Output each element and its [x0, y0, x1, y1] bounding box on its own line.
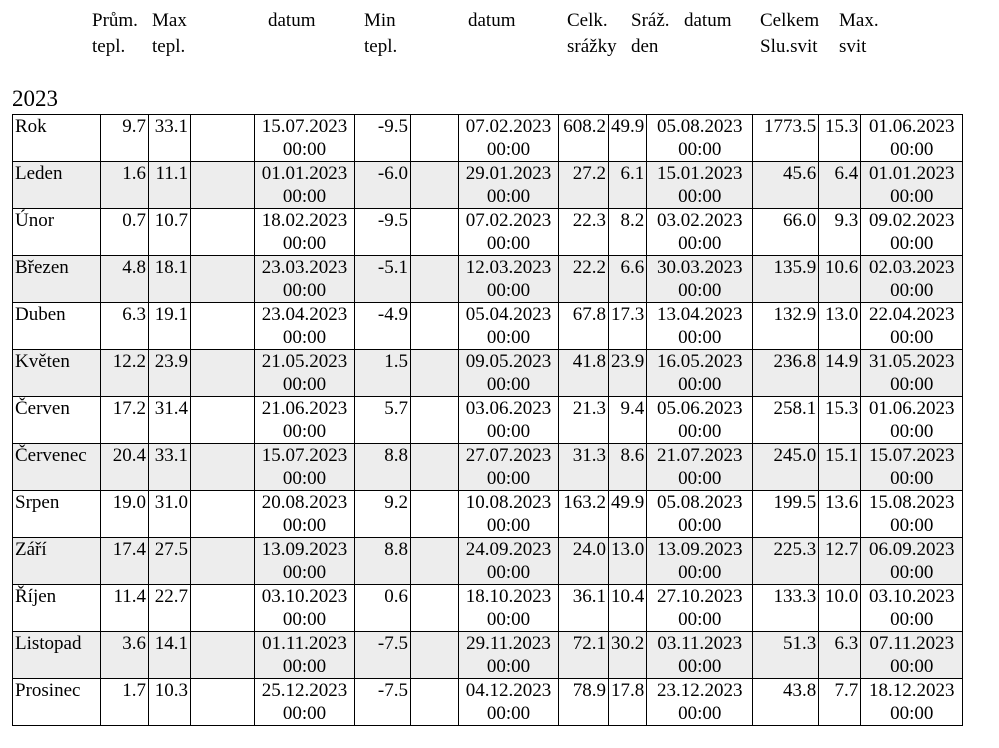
- max-temp-cell: 33.1: [149, 444, 191, 491]
- table-row: [13, 350, 963, 397]
- rain-date-cell: 27.10.2023 00:00: [647, 585, 753, 632]
- max-temp-cell: 10.7: [149, 209, 191, 256]
- total-rain-cell: 22.2: [559, 256, 609, 303]
- header-total-rain: Celk. srážky: [567, 10, 617, 57]
- rain-date-cell: 13.04.2023 00:00: [647, 303, 753, 350]
- rain-date-cell: 15.01.2023 00:00: [647, 162, 753, 209]
- table-row: [13, 538, 963, 585]
- header-min-temp-date: datum: [468, 10, 516, 31]
- spacer-cell: [411, 209, 459, 256]
- total-sunshine-cell: 133.3: [753, 585, 819, 632]
- min-temp-cell: -6.0: [355, 162, 411, 209]
- total-rain-cell: 22.3: [559, 209, 609, 256]
- min-temp-cell: 0.6: [355, 585, 411, 632]
- month-cell: Rok: [13, 115, 101, 162]
- table-row: [13, 585, 963, 632]
- max-temp-date-cell: 20.08.2023 00:00: [255, 491, 355, 538]
- rain-date-cell: 05.08.2023 00:00: [647, 491, 753, 538]
- spacer-cell: [191, 350, 255, 397]
- total-sunshine-cell: 66.0: [753, 209, 819, 256]
- rain-day-cell: 13.0: [609, 538, 647, 585]
- max-temp-date-cell: 23.03.2023 00:00: [255, 256, 355, 303]
- header-rain-date: datum: [684, 10, 732, 31]
- total-rain-cell: 163.2: [559, 491, 609, 538]
- rain-day-cell: 23.9: [609, 350, 647, 397]
- max-sunshine-date-cell: 03.10.2023 00:00: [861, 585, 963, 632]
- month-cell: Říjen: [13, 585, 101, 632]
- table-row: [13, 397, 963, 444]
- spacer-cell: [191, 397, 255, 444]
- max-temp-cell: 14.1: [149, 632, 191, 679]
- max-temp-date-cell: 18.02.2023 00:00: [255, 209, 355, 256]
- max-temp-date-cell: 21.06.2023 00:00: [255, 397, 355, 444]
- max-sunshine-date-cell: 01.01.2023 00:00: [861, 162, 963, 209]
- month-cell: Listopad: [13, 632, 101, 679]
- spacer-cell: [191, 538, 255, 585]
- spacer-cell: [191, 632, 255, 679]
- month-cell: Květen: [13, 350, 101, 397]
- max-sunshine-date-cell: 06.09.2023 00:00: [861, 538, 963, 585]
- total-sunshine-cell: 135.9: [753, 256, 819, 303]
- spacer-cell: [411, 303, 459, 350]
- rain-date-cell: 16.05.2023 00:00: [647, 350, 753, 397]
- table-row: [13, 115, 963, 162]
- total-rain-cell: 27.2: [559, 162, 609, 209]
- max-temp-cell: 11.1: [149, 162, 191, 209]
- total-sunshine-cell: 51.3: [753, 632, 819, 679]
- spacer-cell: [191, 303, 255, 350]
- avg-temp-cell: 11.4: [101, 585, 149, 632]
- table-row: [13, 209, 963, 256]
- max-sunshine-date-cell: 15.08.2023 00:00: [861, 491, 963, 538]
- max-sunshine-date-cell: 31.05.2023 00:00: [861, 350, 963, 397]
- min-temp-cell: -4.9: [355, 303, 411, 350]
- avg-temp-cell: 1.7: [101, 679, 149, 726]
- min-temp-date-cell: 24.09.2023 00:00: [459, 538, 559, 585]
- max-temp-date-cell: 15.07.2023 00:00: [255, 115, 355, 162]
- max-sunshine-date-cell: 01.06.2023 00:00: [861, 115, 963, 162]
- rain-day-cell: 9.4: [609, 397, 647, 444]
- month-cell: Leden: [13, 162, 101, 209]
- climate-table: [12, 114, 963, 726]
- table-row: [13, 162, 963, 209]
- table-row: [13, 303, 963, 350]
- spacer-cell: [411, 444, 459, 491]
- min-temp-date-cell: 07.02.2023 00:00: [459, 209, 559, 256]
- min-temp-date-cell: 10.08.2023 00:00: [459, 491, 559, 538]
- max-temp-cell: 18.1: [149, 256, 191, 303]
- spacer-cell: [191, 585, 255, 632]
- rain-date-cell: 03.11.2023 00:00: [647, 632, 753, 679]
- total-sunshine-cell: 225.3: [753, 538, 819, 585]
- max-sunshine-cell: 12.7: [819, 538, 861, 585]
- table-row: [13, 491, 963, 538]
- avg-temp-cell: 20.4: [101, 444, 149, 491]
- min-temp-cell: 8.8: [355, 538, 411, 585]
- spacer-cell: [191, 162, 255, 209]
- rain-day-cell: 49.9: [609, 115, 647, 162]
- max-temp-date-cell: 15.07.2023 00:00: [255, 444, 355, 491]
- min-temp-date-cell: 07.02.2023 00:00: [459, 115, 559, 162]
- max-temp-cell: 31.0: [149, 491, 191, 538]
- spacer-cell: [191, 209, 255, 256]
- avg-temp-cell: 12.2: [101, 350, 149, 397]
- total-rain-cell: 41.8: [559, 350, 609, 397]
- table-row: [13, 444, 963, 491]
- max-sunshine-cell: 9.3: [819, 209, 861, 256]
- month-cell: Červen: [13, 397, 101, 444]
- rain-date-cell: 30.03.2023 00:00: [647, 256, 753, 303]
- max-sunshine-date-cell: 22.04.2023 00:00: [861, 303, 963, 350]
- max-temp-date-cell: 21.05.2023 00:00: [255, 350, 355, 397]
- max-sunshine-cell: 15.3: [819, 115, 861, 162]
- max-sunshine-date-cell: 07.11.2023 00:00: [861, 632, 963, 679]
- header-max-temp-date: datum: [268, 10, 316, 31]
- spacer-cell: [411, 632, 459, 679]
- max-temp-cell: 19.1: [149, 303, 191, 350]
- max-temp-date-cell: 01.01.2023 00:00: [255, 162, 355, 209]
- rain-day-cell: 10.4: [609, 585, 647, 632]
- header-min-temp: Min tepl.: [364, 10, 398, 57]
- rain-day-cell: 17.3: [609, 303, 647, 350]
- avg-temp-cell: 19.0: [101, 491, 149, 538]
- spacer-cell: [411, 585, 459, 632]
- max-sunshine-date-cell: 01.06.2023 00:00: [861, 397, 963, 444]
- min-temp-cell: -5.1: [355, 256, 411, 303]
- rain-date-cell: 03.02.2023 00:00: [647, 209, 753, 256]
- rain-date-cell: 21.07.2023 00:00: [647, 444, 753, 491]
- month-cell: Červenec: [13, 444, 101, 491]
- avg-temp-cell: 17.2: [101, 397, 149, 444]
- spacer-cell: [411, 256, 459, 303]
- rain-day-cell: 6.6: [609, 256, 647, 303]
- spacer-cell: [411, 679, 459, 726]
- max-sunshine-cell: 10.0: [819, 585, 861, 632]
- min-temp-cell: -9.5: [355, 209, 411, 256]
- max-sunshine-cell: 6.4: [819, 162, 861, 209]
- total-rain-cell: 72.1: [559, 632, 609, 679]
- table-row: [13, 679, 963, 726]
- month-cell: Únor: [13, 209, 101, 256]
- max-sunshine-cell: 15.1: [819, 444, 861, 491]
- rain-date-cell: 23.12.2023 00:00: [647, 679, 753, 726]
- avg-temp-cell: 6.3: [101, 303, 149, 350]
- total-sunshine-cell: 43.8: [753, 679, 819, 726]
- month-cell: Září: [13, 538, 101, 585]
- max-sunshine-cell: 13.0: [819, 303, 861, 350]
- max-sunshine-date-cell: 02.03.2023 00:00: [861, 256, 963, 303]
- max-temp-date-cell: 01.11.2023 00:00: [255, 632, 355, 679]
- min-temp-date-cell: 03.06.2023 00:00: [459, 397, 559, 444]
- header-avg-temp: Prům. tepl.: [92, 10, 138, 57]
- total-sunshine-cell: 132.9: [753, 303, 819, 350]
- min-temp-date-cell: 29.11.2023 00:00: [459, 632, 559, 679]
- spacer-cell: [411, 115, 459, 162]
- header-max-temp: Max tepl.: [152, 10, 187, 57]
- min-temp-cell: -7.5: [355, 679, 411, 726]
- month-cell: Srpen: [13, 491, 101, 538]
- min-temp-cell: 8.8: [355, 444, 411, 491]
- min-temp-cell: 1.5: [355, 350, 411, 397]
- max-sunshine-cell: 7.7: [819, 679, 861, 726]
- header-max-sunshine: Max. svit: [839, 10, 879, 57]
- max-temp-date-cell: 03.10.2023 00:00: [255, 585, 355, 632]
- total-sunshine-cell: 45.6: [753, 162, 819, 209]
- year-heading: 2023: [12, 86, 58, 111]
- max-temp-cell: 23.9: [149, 350, 191, 397]
- rain-day-cell: 49.9: [609, 491, 647, 538]
- total-rain-cell: 67.8: [559, 303, 609, 350]
- max-temp-date-cell: 13.09.2023 00:00: [255, 538, 355, 585]
- avg-temp-cell: 3.6: [101, 632, 149, 679]
- min-temp-date-cell: 27.07.2023 00:00: [459, 444, 559, 491]
- total-sunshine-cell: 199.5: [753, 491, 819, 538]
- rain-day-cell: 8.2: [609, 209, 647, 256]
- max-sunshine-cell: 13.6: [819, 491, 861, 538]
- max-sunshine-cell: 6.3: [819, 632, 861, 679]
- total-rain-cell: 24.0: [559, 538, 609, 585]
- rain-day-cell: 6.1: [609, 162, 647, 209]
- spacer-cell: [411, 350, 459, 397]
- rain-day-cell: 8.6: [609, 444, 647, 491]
- spacer-cell: [411, 538, 459, 585]
- max-sunshine-cell: 14.9: [819, 350, 861, 397]
- rain-date-cell: 13.09.2023 00:00: [647, 538, 753, 585]
- spacer-cell: [191, 256, 255, 303]
- total-rain-cell: 36.1: [559, 585, 609, 632]
- min-temp-date-cell: 12.03.2023 00:00: [459, 256, 559, 303]
- avg-temp-cell: 4.8: [101, 256, 149, 303]
- min-temp-cell: 9.2: [355, 491, 411, 538]
- rain-day-cell: 17.8: [609, 679, 647, 726]
- rain-day-cell: 30.2: [609, 632, 647, 679]
- spacer-cell: [411, 491, 459, 538]
- spacer-cell: [191, 679, 255, 726]
- min-temp-date-cell: 04.12.2023 00:00: [459, 679, 559, 726]
- total-rain-cell: 31.3: [559, 444, 609, 491]
- max-sunshine-date-cell: 15.07.2023 00:00: [861, 444, 963, 491]
- max-sunshine-cell: 10.6: [819, 256, 861, 303]
- avg-temp-cell: 17.4: [101, 538, 149, 585]
- avg-temp-cell: 1.6: [101, 162, 149, 209]
- max-temp-cell: 33.1: [149, 115, 191, 162]
- month-cell: Březen: [13, 256, 101, 303]
- month-cell: Prosinec: [13, 679, 101, 726]
- max-temp-date-cell: 25.12.2023 00:00: [255, 679, 355, 726]
- max-sunshine-date-cell: 18.12.2023 00:00: [861, 679, 963, 726]
- rain-date-cell: 05.08.2023 00:00: [647, 115, 753, 162]
- avg-temp-cell: 9.7: [101, 115, 149, 162]
- min-temp-date-cell: 09.05.2023 00:00: [459, 350, 559, 397]
- total-sunshine-cell: 1773.5: [753, 115, 819, 162]
- total-rain-cell: 21.3: [559, 397, 609, 444]
- month-cell: Duben: [13, 303, 101, 350]
- min-temp-date-cell: 18.10.2023 00:00: [459, 585, 559, 632]
- total-sunshine-cell: 258.1: [753, 397, 819, 444]
- spacer-cell: [411, 397, 459, 444]
- min-temp-date-cell: 29.01.2023 00:00: [459, 162, 559, 209]
- total-sunshine-cell: 245.0: [753, 444, 819, 491]
- max-temp-cell: 10.3: [149, 679, 191, 726]
- max-temp-cell: 31.4: [149, 397, 191, 444]
- total-rain-cell: 608.2: [559, 115, 609, 162]
- header-rain-day: Sráž. den: [631, 10, 670, 57]
- min-temp-cell: -9.5: [355, 115, 411, 162]
- max-sunshine-cell: 15.3: [819, 397, 861, 444]
- table-row: [13, 632, 963, 679]
- spacer-cell: [411, 162, 459, 209]
- rain-date-cell: 05.06.2023 00:00: [647, 397, 753, 444]
- avg-temp-cell: 0.7: [101, 209, 149, 256]
- total-rain-cell: 78.9: [559, 679, 609, 726]
- spacer-cell: [191, 444, 255, 491]
- min-temp-cell: 5.7: [355, 397, 411, 444]
- total-sunshine-cell: 236.8: [753, 350, 819, 397]
- min-temp-date-cell: 05.04.2023 00:00: [459, 303, 559, 350]
- max-temp-cell: 22.7: [149, 585, 191, 632]
- spacer-cell: [191, 115, 255, 162]
- min-temp-cell: -7.5: [355, 632, 411, 679]
- max-temp-date-cell: 23.04.2023 00:00: [255, 303, 355, 350]
- spacer-cell: [191, 491, 255, 538]
- max-temp-cell: 27.5: [149, 538, 191, 585]
- header-total-sunshine: Celkem Slu.svit: [760, 10, 820, 57]
- max-sunshine-date-cell: 09.02.2023 00:00: [861, 209, 963, 256]
- table-row: [13, 256, 963, 303]
